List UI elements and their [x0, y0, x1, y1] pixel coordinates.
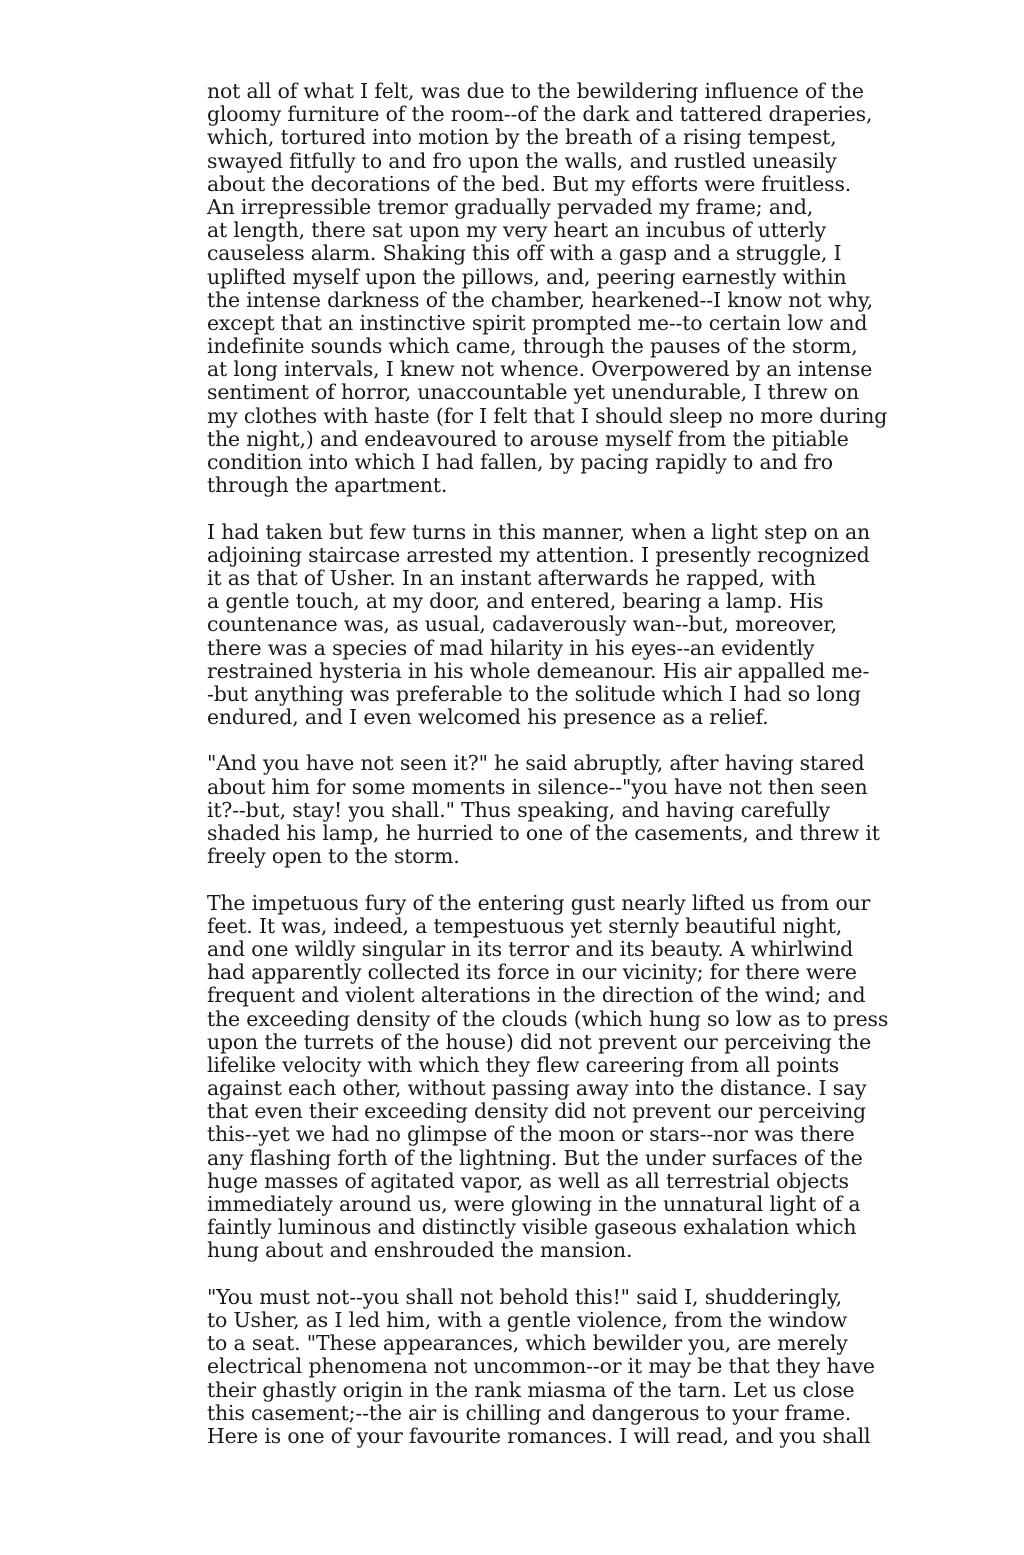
text-line: the night,) and endeavoured to arouse myself from the pitiable	[207, 426, 849, 451]
text-line: I had taken but few turns in this manner, when a light step on an	[207, 519, 871, 544]
paragraph-3	[207, 751, 880, 869]
text-line: -but anything was preferable to the solitude which I had so long	[207, 681, 861, 706]
text-line: a gentle touch, at my door, and entered, bearing a lamp. His	[207, 589, 824, 614]
text-line: lifelike velocity with which they flew careering from all points	[207, 1052, 840, 1077]
text-line: about the decorations of the bed. But my efforts were fruitless.	[207, 171, 852, 196]
text-line: their ghastly origin in the rank miasma of the tarn. Let us close	[207, 1377, 855, 1402]
text-line: that even their exceeding density did not prevent our perceiving	[207, 1099, 866, 1124]
text-line: freely open to the storm.	[207, 844, 460, 869]
text-line: had apparently collected its force in our vicinity; for there were	[207, 960, 857, 985]
text-line: there was a species of mad hilarity in his eyes--an evidently	[207, 635, 815, 660]
text-line: the intense darkness of the chamber, hearkened--I know not why,	[207, 287, 873, 312]
text-line: shaded his lamp, he hurried to one of the casements, and threw it	[207, 821, 880, 845]
text-line: Here is one of your favourite romances. I will read, and you shall	[207, 1423, 871, 1448]
text-line: to Usher, as I led him, with a gentle violence, from the window	[207, 1307, 848, 1332]
text-line: electrical phenomena not uncommon--or it may be that they have	[207, 1354, 875, 1379]
text-line: huge masses of agitated vapor, as well as all terrestrial objects	[207, 1168, 849, 1193]
text-line: any flashing forth of the lightning. But the under surfaces of the	[207, 1145, 863, 1170]
text-line: against each other, without passing away into the distance. I say	[207, 1076, 867, 1101]
paragraph-1	[207, 79, 888, 498]
paragraph-4	[207, 890, 889, 1263]
text-line: The impetuous fury of the entering gust nearly lifted us from our	[207, 890, 871, 915]
text-line: at length, there sat upon my very heart an incubus of utterly	[207, 218, 827, 243]
text-line: frequent and violent alterations in the direction of the wind; and	[207, 983, 866, 1008]
text-line: indefinite sounds which came, through the pauses of the storm,	[207, 334, 858, 359]
text-line: feet. It was, indeed, a tempestuous yet sternly beautiful night,	[207, 913, 843, 938]
text-line: endured, and I even welcomed his presence as a relief.	[207, 705, 769, 730]
text-line: it?--but, stay! you shall." Thus speaking, and having carefully	[207, 797, 830, 822]
text-line: "And you have not seen it?" he said abruptly, after having stared	[207, 751, 865, 776]
document-page	[207, 79, 889, 1471]
text-line: countenance was, as usual, cadaverously wan--but, moreover,	[207, 612, 837, 637]
text-line: about him for some moments in silence--"you have not then seen	[207, 774, 868, 799]
text-line: and one wildly singular in its terror and its beauty. A whirlwind	[207, 936, 853, 961]
text-line: this casement;--the air is chilling and dangerous to your frame.	[207, 1400, 852, 1425]
paragraph-5	[207, 1284, 875, 1448]
text-line: which, tortured into motion by the breath of a rising tempest,	[207, 125, 837, 150]
text-line: immediately around us, were glowing in the unnatural light of a	[207, 1192, 861, 1216]
text-line: faintly luminous and distinctly visible gaseous exhalation which	[207, 1215, 857, 1240]
text-line: except that an instinctive spirit prompted me--to certain low and	[207, 310, 868, 335]
text-line: hung about and enshrouded the mansion.	[207, 1238, 633, 1263]
text-line: at long intervals, I knew not whence. Overpowered by an intense	[207, 357, 873, 382]
text-line: sentiment of horror, unaccountable yet unendurable, I threw on	[207, 380, 859, 405]
paragraph-2	[207, 519, 871, 730]
text-line: restrained hysteria in his whole demeanour. His air appalled me-	[207, 658, 870, 683]
text-line: adjoining staircase arrested my attention. I presently recognized	[207, 542, 870, 567]
text-line: gloomy furniture of the room--of the dark and tattered draperies,	[207, 102, 873, 127]
text-line: An irrepressible tremor gradually pervaded my frame; and,	[207, 194, 814, 219]
text-line: the exceeding density of the clouds (which hung so low as to press	[207, 1006, 889, 1031]
text-line: my clothes with haste (for I felt that I should sleep no more during	[207, 403, 888, 428]
text-line: through the apartment.	[207, 473, 448, 498]
text-line: this--yet we had no glimpse of the moon or stars--nor was there	[207, 1122, 855, 1147]
text-line: condition into which I had fallen, by pacing rapidly to and fro	[207, 450, 833, 474]
text-line: to a seat. "These appearances, which bewilder you, are merely	[207, 1331, 848, 1356]
text-line: "You must not--you shall not behold this!" said I, shudderingly,	[207, 1284, 842, 1309]
text-line: causeless alarm. Shaking this off with a gasp and a struggle, I	[207, 241, 842, 266]
text-line: not all of what I felt, was due to the bewildering influence of the	[207, 79, 864, 103]
text-line: it as that of Usher. In an instant afterwards he rapped, with	[207, 565, 816, 590]
text-line: upon the turrets of the house) did not prevent our perceiving the	[207, 1029, 871, 1054]
text-line: uplifted myself upon the pillows, and, peering earnestly within	[207, 264, 847, 289]
text-line: swayed fitfully to and fro upon the walls, and rustled uneasily	[207, 148, 837, 173]
